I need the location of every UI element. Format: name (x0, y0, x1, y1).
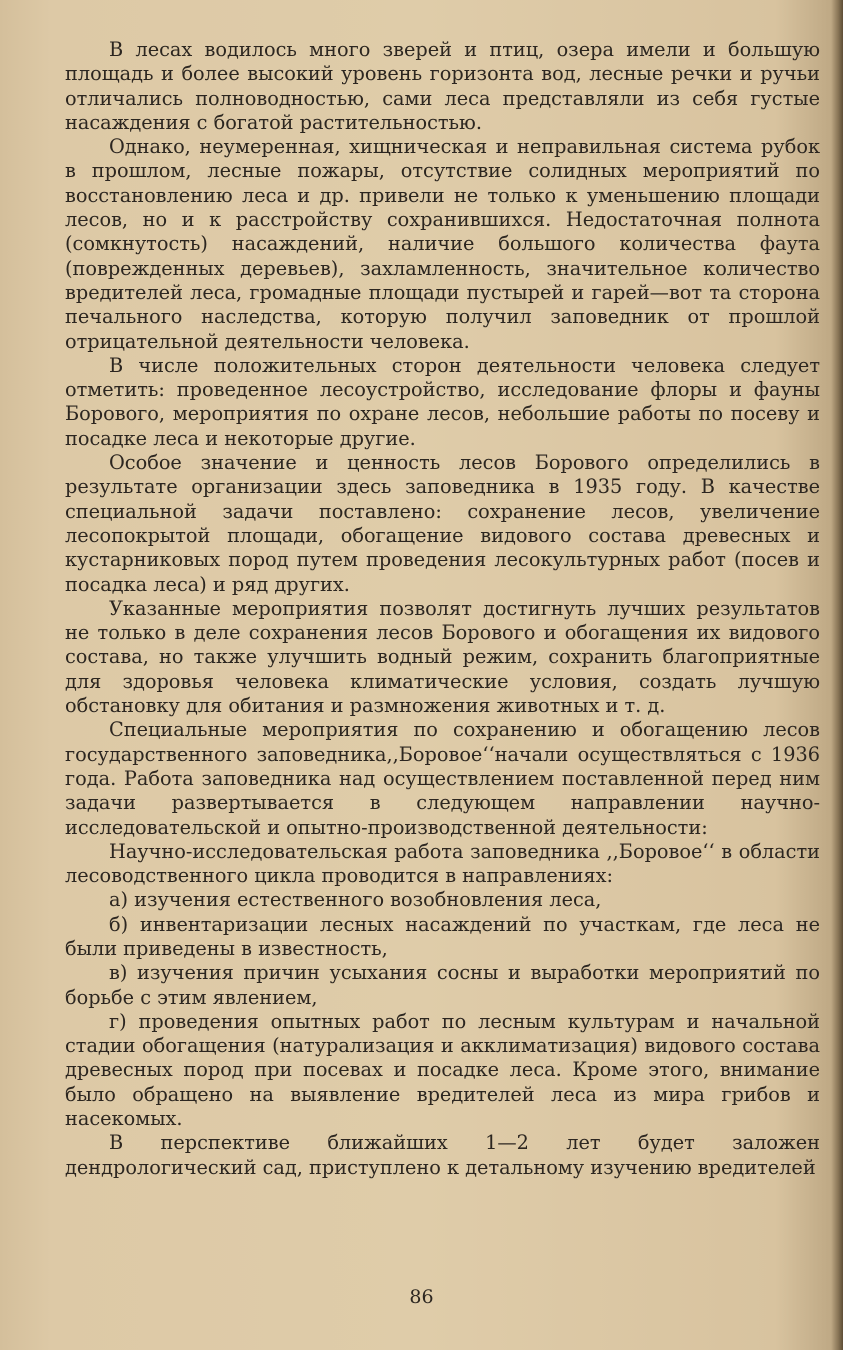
list-item-a: а) изучения естественного возобновления леса, (109, 888, 602, 912)
list-item-v: в) изучения причин усыхания сосны и выработки мероприятий по борьбе с этим явлением, (65, 961, 820, 1009)
page-text (65, 38, 820, 1180)
paragraph-5: Указанные мероприятия позволят достигнуть лучших результатов не только в деле сохранения лесов Борового и обогащения их видового состава, но также улучшить водный режим, сохранить благоприятные для здоровья человека климатические условия, создать лучшую обстановку для обитания и размножения животных и т. д. (65, 596, 820, 718)
paragraph-6: Специальные мероприятия по сохранению и обогащению лесов государственного заповедника,,Боровое‘‘начали осуществляться с 1936 года. Работа заповедника над осуществлением поставленной перед ним задачи развертывается в следующем направлении научно-исследовательской и опытно-производственной деятельности: (65, 718, 820, 839)
page-edge-shadow (831, 0, 843, 1350)
paragraph-3: В числе положительных сторон деятельности человека следует отметить: проведенное лесоустройство, исследование флоры и фауны Борового, мероприятия по охране лесов, небольшие работы по посеву и посадке леса и некоторые другие. (65, 353, 820, 450)
list-item-b: б) инвентаризации лесных насаждений по участкам, где леса не были приведены в известность, (65, 912, 820, 960)
paragraph-1: В лесах водилось много зверей и птиц, озера имели и большую площадь и более высокий уровень горизонта вод, лесные речки и ручьи отличались полноводностью, сами леса представляли из себя густые насаждения с богатой растительностью. (65, 38, 820, 134)
paragraph-7: Научно-исследовательская работа заповедника ,,Боровое‘‘ в области лесоводственного цикла проводится в направлениях: (65, 839, 820, 888)
page-number: 86 (409, 1286, 434, 1308)
paragraph-last: В перспективе ближайших 1—2 лет будет заложен дендрологический сад, приступлено к детальному изучению вредителей (65, 1131, 820, 1179)
paragraph-2: Однако, неумеренная, хищническая и неправильная система рубок в прошлом, лесные пожары, отсутствие солидных мероприятий по восстановлению леса и др. привели не только к уменьшению площади лесов, но и к расстройству сохранившихся. Недостаточная полнота (сомкнутость) насаждений, наличие большого количества фаута (поврежденных деревьев), захламленность, значительное количество вредителей леса, громадные площади пустырей и гарей—вот та сторона печального наследства, которую получил заповедник от прошлой отрицательной деятельности человека. (65, 135, 820, 353)
list-item-g: г) проведения опытных работ по лесным культурам и начальной стадии обогащения (натурализация и акклиматизация) видового состава древесных пород при посевах и посадке леса. Кроме этого, внимание было обращено на выявление вредителей леса из мира грибов и насекомых. (65, 1009, 820, 1131)
paragraph-4: Особое значение и ценность лесов Борового определились в результате организации здесь заповедника в 1935 году. В качестве специальной задачи поставлено: сохранение лесов, увеличение лесопокрытой площади, обогащение видового состава древесных и кустарниковых пород путем проведения лесокультурных работ (посев и посадка леса) и ряд других. (65, 451, 820, 596)
